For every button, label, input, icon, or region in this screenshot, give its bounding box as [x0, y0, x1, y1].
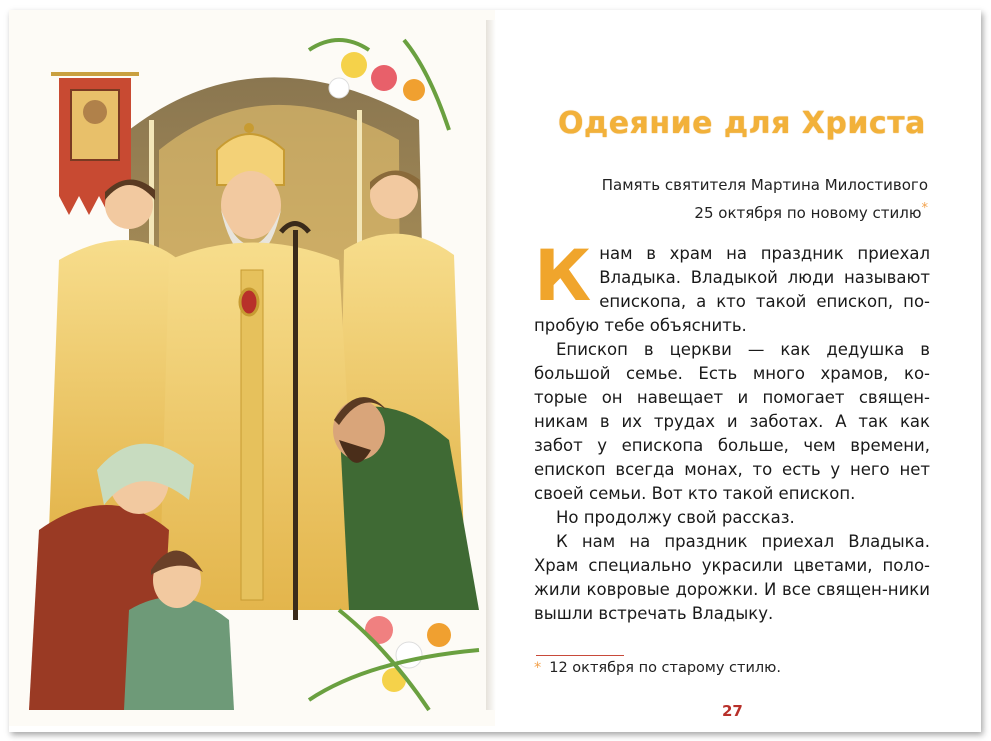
subtitle-line-2 [602, 197, 928, 225]
page-number: 27 [722, 702, 743, 720]
footnote-rule [536, 655, 624, 656]
chapter-title: Одеяние для Христа [558, 106, 926, 141]
paragraph-2: Епископ в церкви — как дедушка в большой семье. Есть много храмов, ко-торые он навещает и помогает священ-никам в их трудах и заботах. А так как забот у епископа больше, чем времени, епископ всегда монах, то есть у него нет своей семьи. Вот кто такой епископ. [534, 340, 930, 503]
paragraph-4: К нам на праздник приехал Владыка. Храм специально украсили цветами, поло-жили ковровые дорожки. И все священ-ники вышли встречать Владыку. [534, 532, 930, 623]
paragraph-1-text: нам в храм на праздник приехал Владыка. Владыкой люди называют епископа, а кто такой епископ, по-пробую тебе объяснить. [534, 244, 930, 335]
footnote-text: 12 октября по старому стилю. [549, 660, 781, 676]
text-page [500, 10, 980, 732]
flowers-bottom [309, 610, 479, 710]
subtitle-line-1: Память святителя Мартина Милостивого [601, 176, 928, 194]
crosier [293, 230, 298, 620]
paragraph-3: Но продолжу свой рассказ. [556, 508, 795, 527]
footnote-mark: * [921, 201, 928, 216]
paragraph-1 [534, 235, 930, 338]
feast-subtitle [602, 173, 928, 225]
footnote [534, 660, 781, 676]
page-gutter [486, 20, 496, 710]
drop-cap: К [534, 235, 592, 317]
panagia [240, 289, 258, 315]
banner-pole [51, 72, 139, 76]
footnote-star: * [534, 660, 542, 676]
illustration [9, 10, 495, 726]
illustration-drawing [9, 10, 495, 726]
child-sweater [124, 597, 234, 710]
body-text [534, 235, 930, 626]
subtitle-line-2-text: 25 октября по новому стилю [694, 204, 922, 222]
